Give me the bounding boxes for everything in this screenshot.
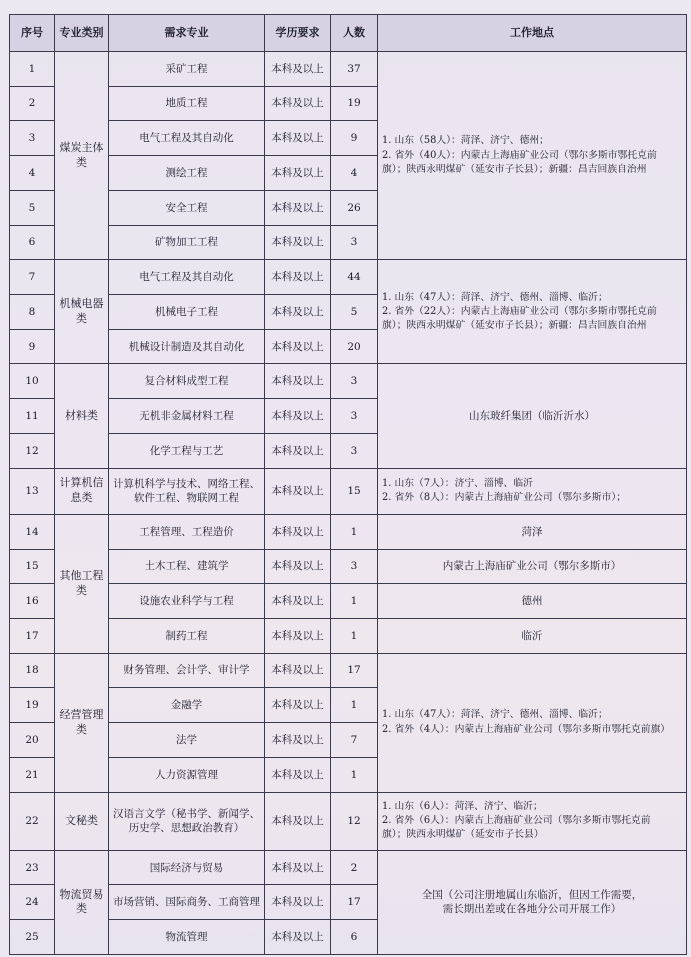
cell-location-secretary (378, 792, 687, 850)
cell-no: 1 (10, 52, 55, 87)
cell-education: 本科及以上 (265, 885, 331, 920)
header-location: 工作地点 (378, 15, 687, 52)
cell-count: 9 (331, 121, 378, 156)
cell-location-computer (378, 468, 687, 514)
location-line: 旗）；陕西永明煤矿（延安市子长县）；新疆：昌吉回族自治州 (382, 319, 647, 331)
cell-location: 内蒙古上海庙矿业公司（鄂尔多斯市） (378, 549, 687, 584)
cell-category-coal: 煤炭主体类 (55, 52, 109, 260)
cell-count: 5 (331, 295, 378, 330)
cell-no: 22 (10, 792, 55, 850)
location-line: 2. 省外（40人）：内蒙古上海庙矿业公司（鄂尔多斯市鄂托克前 (382, 149, 657, 161)
cell-education: 本科及以上 (265, 364, 331, 399)
cell-major: 市场营销、国际商务、工商管理 (109, 885, 265, 920)
cell-no: 20 (10, 723, 55, 758)
cell-no: 6 (10, 225, 55, 260)
cell-major: 计算机科学与技术、网络工程、软件工程、物联网工程 (109, 468, 265, 514)
cell-education: 本科及以上 (265, 260, 331, 295)
location-line: 2. 省外（8人）：内蒙古上海庙矿业公司（鄂尔多斯市）； (382, 492, 627, 504)
cell-location: 临沂 (378, 618, 687, 653)
cell-major: 土木工程、建筑学 (109, 549, 265, 584)
cell-no: 17 (10, 618, 55, 653)
cell-count: 15 (331, 468, 378, 514)
cell-count: 26 (331, 190, 378, 225)
cell-education: 本科及以上 (265, 850, 331, 885)
cell-count: 1 (331, 688, 378, 723)
cell-count: 1 (331, 584, 378, 619)
cell-no: 8 (10, 295, 55, 330)
table-row (10, 792, 687, 850)
cell-count: 2 (331, 850, 378, 885)
cell-category-secretary: 文秘类 (55, 792, 109, 850)
header-count: 人数 (331, 15, 378, 52)
cell-no: 4 (10, 156, 55, 191)
location-line: 2. 省外（22人）：内蒙古上海庙矿业公司（鄂尔多斯市鄂托克前 (382, 305, 657, 317)
cell-education: 本科及以上 (265, 688, 331, 723)
location-line: 1. 山东（47人）：菏泽、济宁、德州、淄博、临沂； (382, 709, 608, 721)
cell-count: 19 (331, 86, 378, 121)
cell-major: 财务管理、会计学、审计学 (109, 653, 265, 688)
cell-no: 25 (10, 920, 55, 955)
cell-major: 化学工程与工艺 (109, 433, 265, 468)
location-line: 1. 山东（47人）：菏泽、济宁、德州、淄博、临沂； (382, 291, 608, 303)
cell-category-material: 材料类 (55, 364, 109, 468)
recruitment-table-sheet (9, 14, 686, 955)
cell-education: 本科及以上 (265, 52, 331, 87)
cell-major: 物流管理 (109, 920, 265, 955)
cell-no: 13 (10, 468, 55, 514)
cell-category-computer: 计算机信息类 (55, 468, 109, 514)
cell-count: 37 (331, 52, 378, 87)
cell-education: 本科及以上 (265, 549, 331, 584)
location-line: 1. 山东（58人）：菏泽、济宁、德州； (382, 135, 549, 147)
cell-major: 国际经济与贸易 (109, 850, 265, 885)
cell-education: 本科及以上 (265, 295, 331, 330)
cell-no: 10 (10, 364, 55, 399)
location-line: 1. 山东（7人）：济宁、淄博、临沂 (382, 478, 533, 489)
cell-education: 本科及以上 (265, 723, 331, 758)
cell-category-other: 其他工程类 (55, 514, 109, 653)
table-row (10, 549, 687, 584)
cell-count: 3 (331, 364, 378, 399)
cell-count: 44 (331, 260, 378, 295)
cell-education: 本科及以上 (265, 468, 331, 514)
table-row (10, 584, 687, 619)
cell-major: 安全工程 (109, 190, 265, 225)
cell-no: 7 (10, 260, 55, 295)
recruitment-table (9, 14, 687, 955)
cell-count: 6 (331, 920, 378, 955)
cell-education: 本科及以上 (265, 653, 331, 688)
cell-count: 1 (331, 514, 378, 549)
cell-no: 14 (10, 514, 55, 549)
table-row (10, 653, 687, 688)
cell-major: 制药工程 (109, 618, 265, 653)
cell-category-mgmt: 经营管理类 (55, 653, 109, 792)
cell-no: 12 (10, 433, 55, 468)
location-line: 需长期出差或在各地分公司开展工作） (442, 903, 622, 916)
cell-no: 19 (10, 688, 55, 723)
cell-count: 7 (331, 723, 378, 758)
cell-education: 本科及以上 (265, 514, 331, 549)
cell-count: 17 (331, 653, 378, 688)
cell-count: 3 (331, 399, 378, 434)
cell-major: 测绘工程 (109, 156, 265, 191)
cell-major: 设施农业科学与工程 (109, 584, 265, 619)
table-row (10, 468, 687, 514)
cell-major: 工程管理、工程造价 (109, 514, 265, 549)
cell-education: 本科及以上 (265, 225, 331, 260)
cell-education: 本科及以上 (265, 329, 331, 364)
header-major: 需求专业 (109, 15, 265, 52)
cell-location: 菏泽 (378, 514, 687, 549)
cell-no: 5 (10, 190, 55, 225)
cell-education: 本科及以上 (265, 757, 331, 792)
cell-location: 德州 (378, 584, 687, 619)
location-line: 全国（公司注册地属山东临沂，但因工作需要， (421, 889, 643, 902)
cell-education: 本科及以上 (265, 433, 331, 468)
table-row (10, 364, 687, 399)
cell-category-mech: 机械电器类 (55, 260, 109, 364)
header-no: 序号 (10, 15, 55, 52)
table-row (10, 52, 687, 87)
cell-count: 17 (331, 885, 378, 920)
cell-count: 4 (331, 156, 378, 191)
cell-count: 3 (331, 549, 378, 584)
cell-major: 机械设计制造及其自动化 (109, 329, 265, 364)
cell-education: 本科及以上 (265, 399, 331, 434)
location-line: 旗）；陕西永明煤矿（延安市子长县）；新疆：昌吉回族自治州 (382, 163, 647, 175)
cell-count: 3 (331, 433, 378, 468)
location-line: 旗）；陕西永明煤矿（延安市子长县） (382, 829, 544, 841)
table-row (10, 850, 687, 885)
cell-major: 法学 (109, 723, 265, 758)
cell-location-logistics (378, 850, 687, 954)
table-row (10, 618, 687, 653)
cell-no: 23 (10, 850, 55, 885)
cell-location-material: 山东玻纤集团（临沂沂水） (378, 364, 687, 468)
cell-category-logistics: 物流贸易类 (55, 850, 109, 954)
cell-count: 12 (331, 792, 378, 850)
cell-no: 24 (10, 885, 55, 920)
cell-major: 机械电子工程 (109, 295, 265, 330)
cell-major: 采矿工程 (109, 52, 265, 87)
cell-education: 本科及以上 (265, 121, 331, 156)
cell-education: 本科及以上 (265, 156, 331, 191)
cell-major: 电气工程及其自动化 (109, 260, 265, 295)
cell-location-mech (378, 260, 687, 364)
cell-major: 矿物加工工程 (109, 225, 265, 260)
cell-count: 3 (331, 225, 378, 260)
header-category: 专业类别 (55, 15, 109, 52)
location-line: 2. 省外（6人）：内蒙古上海庙矿业公司（鄂尔多斯市鄂托克前 (382, 815, 651, 827)
cell-education: 本科及以上 (265, 584, 331, 619)
cell-location-coal (378, 52, 687, 260)
location-line: 1. 山东（6人）：菏泽、济宁、临沂； (382, 800, 543, 812)
cell-education: 本科及以上 (265, 190, 331, 225)
cell-major: 无机非金属材料工程 (109, 399, 265, 434)
header-education: 学历要求 (265, 15, 331, 52)
cell-education: 本科及以上 (265, 792, 331, 850)
cell-major: 金融学 (109, 688, 265, 723)
cell-education: 本科及以上 (265, 920, 331, 955)
cell-major: 地质工程 (109, 86, 265, 121)
cell-no: 21 (10, 757, 55, 792)
cell-no: 11 (10, 399, 55, 434)
table-row (10, 260, 687, 295)
cell-no: 3 (10, 121, 55, 156)
cell-education: 本科及以上 (265, 618, 331, 653)
table-header-row (10, 15, 687, 52)
location-line: 2. 省外（4人）：内蒙古上海庙矿业公司（鄂尔多斯市鄂托克前旗） (382, 723, 671, 735)
cell-major: 人力资源管理 (109, 757, 265, 792)
cell-no: 9 (10, 329, 55, 364)
cell-no: 18 (10, 653, 55, 688)
cell-location-mgmt (378, 653, 687, 792)
cell-no: 15 (10, 549, 55, 584)
cell-count: 20 (331, 329, 378, 364)
cell-major: 汉语言文学（秘书学、新闻学、历史学、思想政治教育） (109, 792, 265, 850)
cell-count: 1 (331, 618, 378, 653)
cell-major: 电气工程及其自动化 (109, 121, 265, 156)
cell-count: 1 (331, 757, 378, 792)
cell-education: 本科及以上 (265, 86, 331, 121)
cell-major: 复合材料成型工程 (109, 364, 265, 399)
table-row (10, 514, 687, 549)
cell-no: 2 (10, 86, 55, 121)
cell-no: 16 (10, 584, 55, 619)
